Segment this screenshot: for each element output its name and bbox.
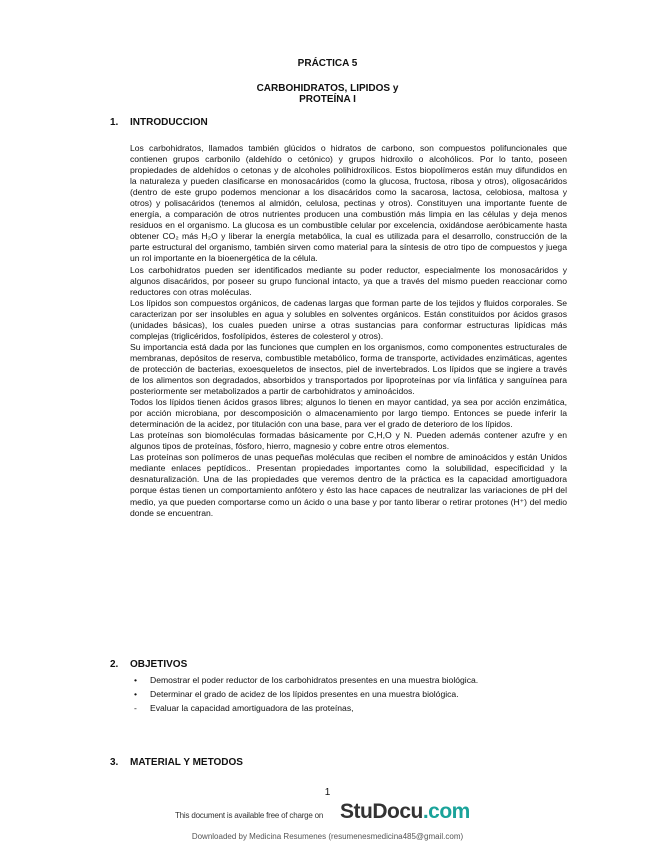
- objectives-list: [130, 675, 567, 717]
- logo-text: StuDocu: [340, 800, 423, 823]
- section-number: 2.: [110, 659, 119, 670]
- section-number: 1.: [110, 117, 119, 128]
- download-notice: Downloaded by Medicina Resumenes (resumenesmedicina485@gmail.com): [191, 832, 464, 841]
- studocu-logo[interactable]: [340, 800, 470, 824]
- section-title: OBJETIVOS: [130, 659, 188, 670]
- title-line-2: PROTEÍNA I: [299, 94, 356, 105]
- section-number: 3.: [110, 757, 119, 768]
- section-heading-material: [110, 757, 243, 768]
- section-title: MATERIAL Y METODOS: [130, 757, 243, 768]
- dash-icon: -: [134, 703, 137, 714]
- objective-text: Evaluar la capacidad amortiguadora de las proteínas,: [150, 703, 354, 714]
- intro-body: [130, 143, 567, 519]
- paragraph: Los lípidos son compuestos orgánicos, de cadenas largas que forman parte de los tejidos y fluidos corporales. Se caracterizan por ser insolubles en agua y solubles en solventes orgánicos. Están constituidos por ácidos grasos (unidades básicas), los cuales pueden unirse a otras sustancias para conformar estructuras lipídicas más complejas (triglicéridos, fosfolípidos, ésteres de colesterol y otros).: [130, 297, 567, 341]
- paragraph: Su importancia está dada por las funciones que cumplen en los organismos, como componentes estructurales de membranas, depósitos de reserva, combustible metabólico, forma de transporte, actividades enzimáticas, agentes de protección de bacterias, exoesqueletos de insectos, piel de invertebrados. Los lípidos que se ingiere a través de los alimentos son degradados, absorbidos y transportados por lipoproteínas por vía linfática y sanguínea para posteriormente ser metabolizados a partir de carbohidratos y aminoácidos.: [130, 341, 567, 397]
- paragraph: Los carbohidratos, llamados también glúcidos o hidratos de carbono, son compuestos polifuncionales que contienen grupos carbonilo (aldehído o cetónico) y grupos hidroxilo o alcohólicos. Por lo tanto, poseen propiedades de aldehídos o cetonas y de alcoholes polihidroxílicos. Estos biopolímeros están muy difundidos en la naturaleza y pueden clasificarse en monosacáridos (como la glucosa, fructosa, ribosa y otros), oligosacáridos (dentro de este grupo podemos mencionar a los disacáridos como la sacarosa, lactosa, celobiosa, maltosa y otros) y polisacáridos (tenemos al almidón, celulosa, pectinas y otros). Constituyen una importante fuente de energía, a comparación de otros nutrientes producen una combustión más limpia en las células y deja menos residuos en el organismo. La glucosa es un combustible celular por excelencia, oxidándose aeróbicamente hasta obtener CO₂ más H₂O y liberar la energía metabólica, la cual es utilizada para el desarrollo, construcción de la parte estructural del organismo, también sirven como material para la síntesis de otro tipo de compuestos y juega un rol importante en la bioenergética de la célula.: [130, 143, 567, 264]
- section-title: INTRODUCCION: [130, 117, 208, 128]
- section-heading-intro: [110, 117, 208, 128]
- paragraph: Todos los lípidos tienen ácidos grasos libres; algunos lo tienen en mayor cantidad, ya sea por acción enzimática, por acción microbiana, por descomposición o almacenamiento por largo tiempo. Entonces se puede inferir la determinación de la acidez, por titulación con una base, para ver el grado de deterioro de los lípidos.: [130, 397, 567, 430]
- paragraph: Las proteínas son biomoléculas formadas básicamente por C,H,O y N. Pueden además contener azufre y en algunos tipos de proteínas, fósforo, hierro, magnesio y cobre entre otros elementos.: [130, 430, 567, 452]
- list-item: [130, 689, 567, 700]
- document-title: [0, 83, 655, 105]
- practice-number: PRÁCTICA 5: [297, 58, 358, 69]
- availability-notice: This document is available free of charge on: [175, 811, 324, 820]
- objective-text: Demostrar el poder reductor de los carbohidratos presentes en una muestra biológica.: [150, 675, 479, 685]
- section-heading-objetivos: [110, 659, 187, 670]
- paragraph: Las proteínas son polímeros de unas pequeñas moléculas que reciben el nombre de aminoácidos y están Unidos mediante enlaces peptídicos.. Presentan propiedades importantes como la solubilidad, especificidad y la desnaturalización. Una de las propiedades que veremos dentro de la práctica es la capacidad amortiguadora porque éstas tienen un comportamiento anfótero y ésto las hace capaces de neutralizar las variaciones de pH del medio, ya que pueden comportarse como un ácido o una base y por tanto liberar o retirar protones (H⁺) del medio donde se encuentran.: [130, 452, 567, 518]
- bullet-icon: •: [134, 675, 138, 685]
- objective-text: Determinar el grado de acidez de los lípidos presentes en una muestra biológica.: [150, 689, 459, 700]
- page-number: 1: [324, 787, 331, 798]
- logo-domain: .com: [422, 800, 470, 823]
- title-line-1: CARBOHIDRATOS, LIPIDOS y: [256, 83, 399, 94]
- paragraph: Los carbohidratos pueden ser identificados mediante su poder reductor, especialmente los monosacáridos y algunos disacáridos, por poseer su grupo funcional intacto, ya que a través del mismo pueden reaccionar como reductores con otras moléculas.: [130, 264, 567, 297]
- bullet-icon: •: [134, 689, 138, 700]
- list-item: [130, 703, 567, 714]
- list-item: [130, 675, 567, 686]
